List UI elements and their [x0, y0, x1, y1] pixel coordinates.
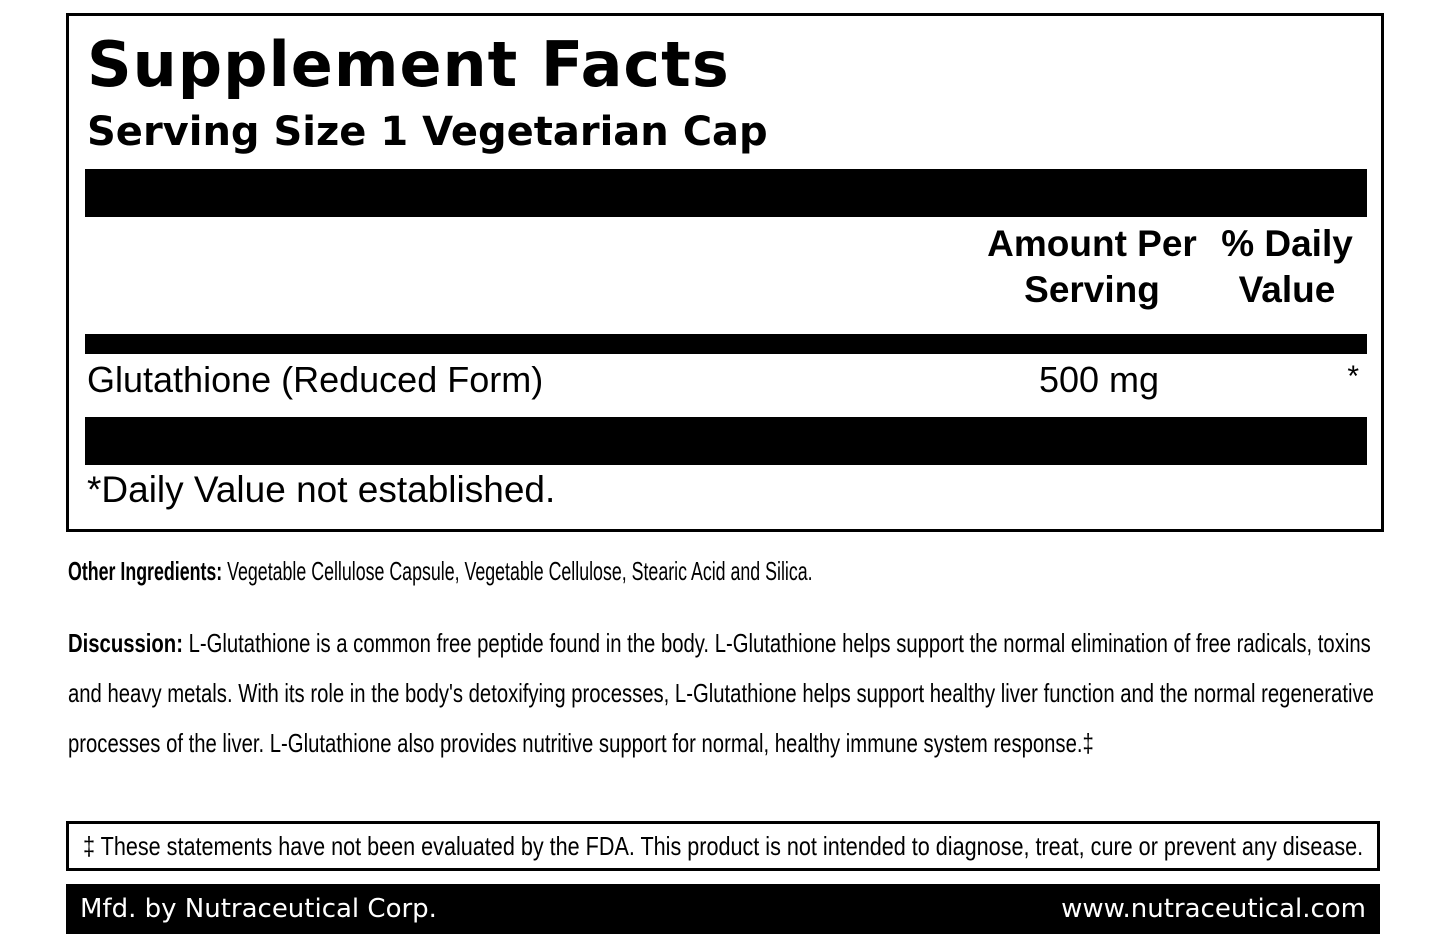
dv-header-line2: Value — [1238, 269, 1336, 310]
thick-divider-top — [85, 169, 1367, 217]
discussion-text: L-Glutathione is a common free peptide found in the body. L-Glutathione helps support the normal elimination of free radicals, toxins and heavy metals. With its role in the body's detoxifying processes, L-Glutathione helps support healthy liver function and the normal regenerative processes of the liver. L-Glutathione also provides nutritive support for normal, healthy immune system response.‡ — [68, 628, 1374, 758]
manufacturer-name: Mfd. by Nutraceutical Corp. — [80, 894, 437, 924]
dv-header-line1: % Daily — [1221, 223, 1353, 264]
fda-disclaimer-text: ‡ These statements have not been evaluated by the FDA. This product is not intended to diagnose, treat, cure or prevent any disease. — [83, 831, 1364, 861]
ingredient-name: Glutathione (Reduced Form) — [87, 359, 544, 400]
ingredient-daily-value: * — [1347, 360, 1359, 393]
manufacturer-bar — [66, 884, 1380, 934]
amount-header-line2: Serving — [1024, 269, 1160, 310]
discussion-label: Discussion: — [68, 628, 183, 658]
other-ingredients-label: Other Ingredients: — [68, 556, 223, 586]
amount-per-serving-header — [987, 221, 1197, 313]
fda-disclaimer — [66, 821, 1380, 871]
daily-value-footnote: *Daily Value not established. — [87, 469, 556, 510]
supplement-facts-panel — [66, 13, 1384, 532]
ingredient-amount: 500 mg — [1038, 359, 1160, 400]
medium-divider — [85, 334, 1367, 354]
thick-divider-bottom — [85, 417, 1367, 465]
amount-header-line1: Amount Per — [987, 223, 1197, 264]
discussion — [68, 618, 1393, 768]
serving-size: Serving Size 1 Vegetarian Cap — [87, 109, 768, 155]
other-ingredients — [68, 554, 978, 588]
other-ingredients-text: Vegetable Cellulose Capsule, Vegetable Cellulose, Stearic Acid and Silica. — [222, 556, 813, 586]
manufacturer-website: www.nutraceutical.com — [1061, 894, 1366, 924]
facts-title: Supplement Facts — [87, 28, 730, 101]
daily-value-header — [1212, 221, 1362, 313]
